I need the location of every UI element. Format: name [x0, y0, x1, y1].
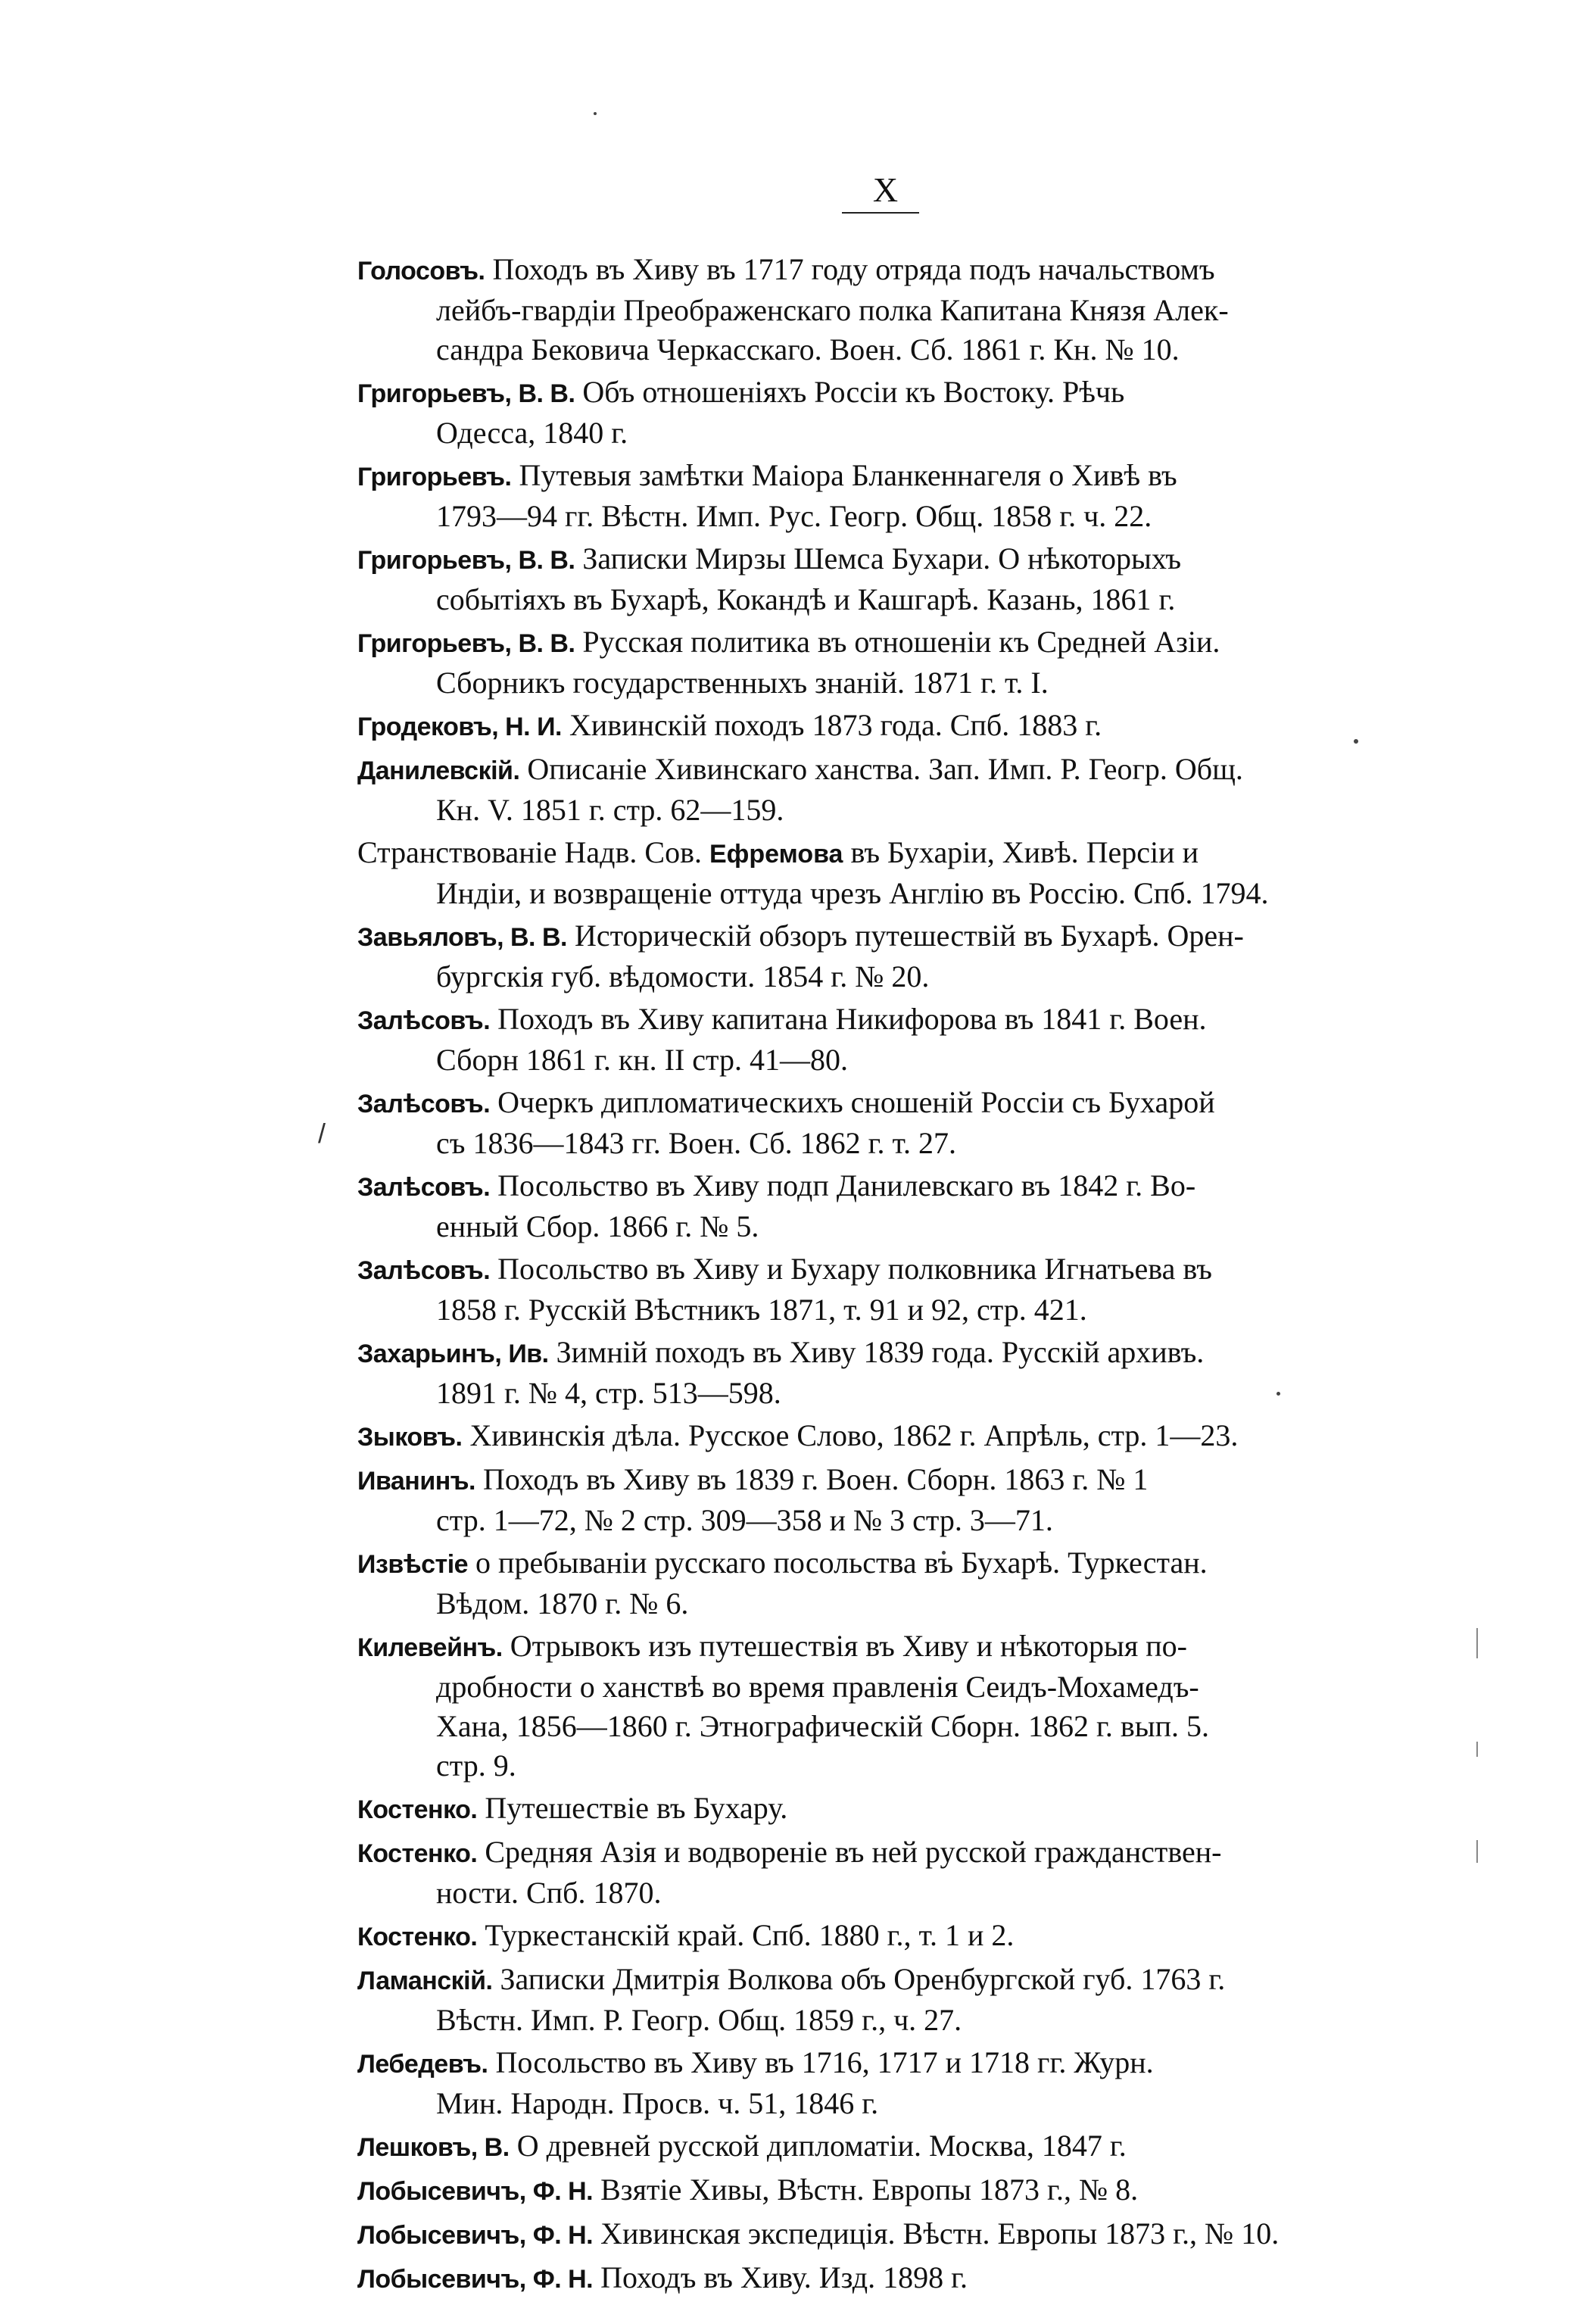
- entry-author: Григорьевъ, В. В.: [357, 629, 575, 658]
- entry-text: Сборн 1861 г. кн. II стр. 41—80.: [436, 1043, 849, 1077]
- entry-text: 1891 г. № 4, стр. 513—598.: [436, 1376, 781, 1410]
- bibliography-entry: [357, 1916, 1417, 1957]
- entry-author: Григорьевъ.: [357, 463, 512, 491]
- entry-line: [357, 1501, 1417, 1540]
- entry-text: Хивинскiя дѣла. Русское Слово, 1862 г. Апрѣль, стр. 1—23.: [462, 1418, 1239, 1452]
- entry-text: Хивинская экспедицiя. Вѣстн. Европы 1873 г., № 10.: [593, 2216, 1280, 2251]
- entry-author: Костенко.: [357, 1795, 478, 1824]
- entry-text: Вѣстн. Имп. Р. Геогр. Общ. 1859 г., ч. 27.: [436, 2003, 962, 2037]
- entry-author: Лобысевичъ, Ф. Н.: [357, 2265, 594, 2294]
- entry-line: [357, 2084, 1417, 2123]
- entry-text: Сборникъ государственныхъ знанiй. 1871 г. т. I.: [436, 666, 1049, 700]
- entry-line: [357, 1249, 1417, 1290]
- entry-text: О древней русской дипломатiи. Москва, 1847 г.: [509, 2129, 1127, 2163]
- entry-line: [357, 1460, 1417, 1501]
- entry-text: Одесса, 1840 г.: [436, 416, 628, 450]
- bibliography-entry: [357, 456, 1417, 536]
- bibliography-entry: [357, 750, 1417, 830]
- entry-line: [357, 2214, 1417, 2255]
- entry-line: [357, 1707, 1417, 1746]
- entry-line: [357, 1290, 1417, 1330]
- entry-author: Извѣстiе: [357, 1550, 469, 1579]
- entry-text: Туркестанскiй край. Спб. 1880 г., т. 1 и 2.: [477, 1918, 1015, 1952]
- bibliography-entry: [357, 373, 1417, 453]
- entry-author: Данилевскiй.: [357, 756, 520, 785]
- entry-line: [357, 1333, 1417, 1374]
- entry-line: [357, 706, 1417, 747]
- entry-text: Описанiе Хивинскаго ханства. Зап. Имп. Р. Геогр. Общ.: [519, 752, 1243, 786]
- scan-edge-line: [1476, 1628, 1478, 1658]
- entry-text: Вѣдом. 1870 г. № 6.: [436, 1586, 689, 1620]
- entry-text: Походъ въ Хиву. Изд. 1898 г.: [593, 2260, 968, 2294]
- bibliography-entry: [357, 2258, 1417, 2299]
- scan-edge-line: [1476, 1742, 1478, 1757]
- bibliography-entry: [357, 2170, 1417, 2211]
- entry-text: Зимнiй походъ въ Хиву 1839 года. Русскiй архивъ.: [548, 1335, 1205, 1369]
- entry-line: [357, 291, 1417, 330]
- page-number-underline: [842, 212, 919, 214]
- entry-author: Костенко.: [357, 1839, 478, 1868]
- entry-line: [357, 250, 1417, 291]
- entry-line: [357, 1543, 1417, 1584]
- entry-text: Очеркъ дипломатическихъ сношенiй Россiи съ Бухарой: [490, 1085, 1215, 1119]
- margin-mark: /: [318, 1118, 326, 1149]
- entry-line: [357, 373, 1417, 413]
- entry-author: Залѣсовъ.: [357, 1256, 491, 1285]
- entry-text: Путевыя замѣтки Маiора Бланкеннагеля о Хивѣ въ: [511, 458, 1177, 492]
- bibliography-entry: [357, 1249, 1417, 1330]
- entry-line: [357, 456, 1417, 497]
- entry-text: Посольство въ Хиву въ 1716, 1717 и 1718 гг. Журн.: [488, 2045, 1154, 2079]
- entry-line: [357, 1374, 1417, 1413]
- entry-text: Хивинскiй походъ 1873 года. Спб. 1883 г.: [561, 708, 1102, 742]
- entry-line: [357, 1627, 1417, 1667]
- entry-text: Хана, 1856—1860 г. Этнографическiй Сборн. 1862 г. вып. 5.: [436, 1709, 1210, 1743]
- bibliography-entry: [357, 1460, 1417, 1540]
- entry-line: [357, 750, 1417, 791]
- entry-text: 1793—94 гг. Вѣстн. Имп. Рус. Геогр. Общ. 1858 г. ч. 22.: [436, 499, 1152, 533]
- entry-line: [357, 1960, 1417, 2001]
- scan-edge-line: [1476, 1840, 1478, 1863]
- entry-text: 1858 г. Русскiй Вѣстникъ 1871, т. 91 и 92, стр. 421.: [436, 1293, 1087, 1327]
- entry-line: [357, 2043, 1417, 2084]
- entry-line: [357, 580, 1417, 619]
- entry-line: [357, 1083, 1417, 1124]
- entry-line: [357, 1873, 1417, 1913]
- entry-line: [357, 413, 1417, 453]
- entry-line: [357, 2126, 1417, 2167]
- entry-text: о пребыванiи русскаго посольства въ Бухарѣ. Туркестан.: [468, 1546, 1208, 1580]
- entry-text: Историческiй обзоръ путешествiй въ Бухарѣ. Орен-: [566, 919, 1244, 953]
- bibliography-entry: [357, 916, 1417, 997]
- entry-line: [357, 330, 1417, 370]
- bibliography-entry: [357, 1833, 1417, 1913]
- entry-text: Путешествiе въ Бухару.: [477, 1791, 788, 1825]
- entry-text: стр. 9.: [436, 1748, 516, 1783]
- entry-author: Килевейнъ.: [357, 1633, 503, 1662]
- bibliography-entry: [357, 1000, 1417, 1080]
- entry-author: Завьяловъ, В. В.: [357, 923, 567, 952]
- entry-line: [357, 1789, 1417, 1829]
- entry-author: Гродековъ, Н. И.: [357, 713, 562, 741]
- entry-line: [357, 1000, 1417, 1040]
- entry-text: енный Сбор. 1866 г. № 5.: [436, 1209, 759, 1243]
- entry-author: Иванинъ.: [357, 1467, 476, 1496]
- entry-text: Русская политика въ отношенiи къ Средней Азiи.: [575, 625, 1220, 659]
- scan-speck: [594, 112, 597, 115]
- entry-line: [357, 622, 1417, 663]
- entry-author: Григорьевъ, В. В.: [357, 379, 575, 408]
- bibliography-list: [357, 250, 1417, 2302]
- bibliography-entry: [357, 1789, 1417, 1829]
- entry-line: [357, 791, 1417, 830]
- entry-text: Посольство въ Хиву и Бухару полковника Игнатьева въ: [490, 1252, 1212, 1286]
- bibliography-entry: [357, 1960, 1417, 2040]
- entry-text: сандра Бековича Черкасскаго. Воен. Сб. 1861 г. Кн. № 10.: [436, 332, 1180, 367]
- entry-text: лейбъ-гвардiи Преображенскаго полка Капитана Князя Алек-: [436, 293, 1229, 327]
- entry-text: Индiи, и возвращенiе оттуда чрезъ Англiю въ Россiю. Спб. 1794.: [436, 876, 1269, 910]
- entry-line: [357, 1667, 1417, 1707]
- entry-line: [357, 1166, 1417, 1207]
- entry-text: стр. 1—72, № 2 стр. 309—358 и № 3 стр. 3—71.: [436, 1503, 1053, 1537]
- entry-text: Отрывокъ изъ путешествiя въ Хиву и нѣкоторыя по-: [502, 1629, 1187, 1663]
- entry-line: [357, 1040, 1417, 1080]
- bibliography-entry: [357, 1083, 1417, 1163]
- entry-line: [357, 1746, 1417, 1786]
- bibliography-entry: [357, 539, 1417, 619]
- entry-text: Походъ въ Хиву капитана Никифорова въ 1841 г. Воен.: [490, 1002, 1207, 1036]
- bibliography-entry: [357, 833, 1417, 913]
- entry-line: [357, 1416, 1417, 1457]
- entry-author: Лобысевичъ, Ф. Н.: [357, 2177, 594, 2206]
- entry-author: Ефремова: [709, 840, 843, 869]
- bibliography-entry: [357, 2214, 1417, 2255]
- entry-author: Григорьевъ, В. В.: [357, 546, 575, 575]
- bibliography-entry: [357, 1543, 1417, 1624]
- entry-line: [357, 874, 1417, 913]
- entry-line: [357, 1207, 1417, 1246]
- entry-line: [357, 957, 1417, 997]
- bibliography-entry: [357, 1166, 1417, 1246]
- bibliography-entry: [357, 1416, 1417, 1457]
- entry-text: Объ отношенiяхъ Россiи къ Востоку. Рѣчь: [575, 375, 1125, 409]
- bibliography-entry: [357, 1627, 1417, 1786]
- entry-text: Походъ въ Хиву въ 1717 году отряда подъ начальствомъ: [485, 252, 1215, 286]
- entry-author: Зыковъ.: [357, 1423, 463, 1452]
- entry-line: [357, 497, 1417, 536]
- entry-prefix: Странствованiе Надв. Сов.: [357, 835, 709, 869]
- entry-line: [357, 2001, 1417, 2040]
- entry-author: Захарьинъ, Ив.: [357, 1340, 549, 1368]
- entry-text: Взятiе Хивы, Вѣстн. Европы 1873 г., № 8.: [593, 2173, 1139, 2207]
- entry-text: ности. Спб. 1870.: [436, 1876, 662, 1910]
- bibliography-entry: [357, 622, 1417, 703]
- entry-line: [357, 916, 1417, 957]
- page-number: X: [872, 170, 899, 209]
- bibliography-entry: [357, 2126, 1417, 2167]
- bibliography-entry: [357, 706, 1417, 747]
- entry-author: Костенко.: [357, 1923, 478, 1951]
- entry-text: бургскiя губ. вѣдомости. 1854 г. № 20.: [436, 959, 930, 993]
- entry-author: Залѣсовъ.: [357, 1090, 491, 1118]
- entry-text: съ 1836—1843 гг. Воен. Сб. 1862 г. т. 27.: [436, 1126, 956, 1160]
- entry-text: дробности о ханствѣ во время правленiя Сеидъ-Мохамедъ-: [436, 1670, 1199, 1704]
- entry-text: Кн. V. 1851 г. стр. 62—159.: [436, 793, 784, 827]
- entry-line: [357, 2170, 1417, 2211]
- bibliography-entry: [357, 2043, 1417, 2123]
- entry-author: Лебедевъ.: [357, 2050, 488, 2079]
- entry-line: [357, 1584, 1417, 1624]
- entry-author: Лобысевичъ, Ф. Н.: [357, 2221, 594, 2250]
- entry-text: Записки Мирзы Шемса Бухари. О нѣкоторыхъ: [575, 541, 1182, 576]
- entry-text: Мин. Народн. Просв. ч. 51, 1846 г.: [436, 2086, 879, 2120]
- entry-author: Ламанскiй.: [357, 1967, 493, 1995]
- entry-text: Походъ въ Хиву въ 1839 г. Воен. Сборн. 1863 г. № 1: [475, 1462, 1149, 1496]
- entry-text: въ Бухарiи, Хивѣ. Персiи и: [843, 835, 1199, 869]
- entry-text: событiяхъ въ Бухарѣ, Кокандѣ и Кашгарѣ. Казань, 1861 г.: [436, 582, 1176, 616]
- entry-author: Залѣсовъ.: [357, 1006, 491, 1035]
- bibliography-entry: [357, 250, 1417, 370]
- entry-line: [357, 663, 1417, 703]
- entry-author: Лешковъ, В.: [357, 2133, 510, 2162]
- entry-author: Залѣсовъ.: [357, 1173, 491, 1202]
- entry-line: [357, 2258, 1417, 2299]
- entry-text: Записки Дмитрiя Волкова объ Оренбургской губ. 1763 г.: [492, 1962, 1226, 1996]
- entry-text: Посольство въ Хиву подп Данилевскаго въ 1842 г. Во-: [490, 1168, 1196, 1202]
- entry-line: [357, 1916, 1417, 1957]
- entry-line: [357, 1124, 1417, 1163]
- entry-line: [357, 539, 1417, 580]
- entry-line: [357, 833, 1417, 874]
- entry-line: [357, 1833, 1417, 1873]
- bibliography-entry: [357, 1333, 1417, 1413]
- entry-text: Средняя Азiя и водворенiе въ ней русской гражданствен-: [477, 1835, 1222, 1869]
- entry-author: Голосовъ.: [357, 257, 485, 285]
